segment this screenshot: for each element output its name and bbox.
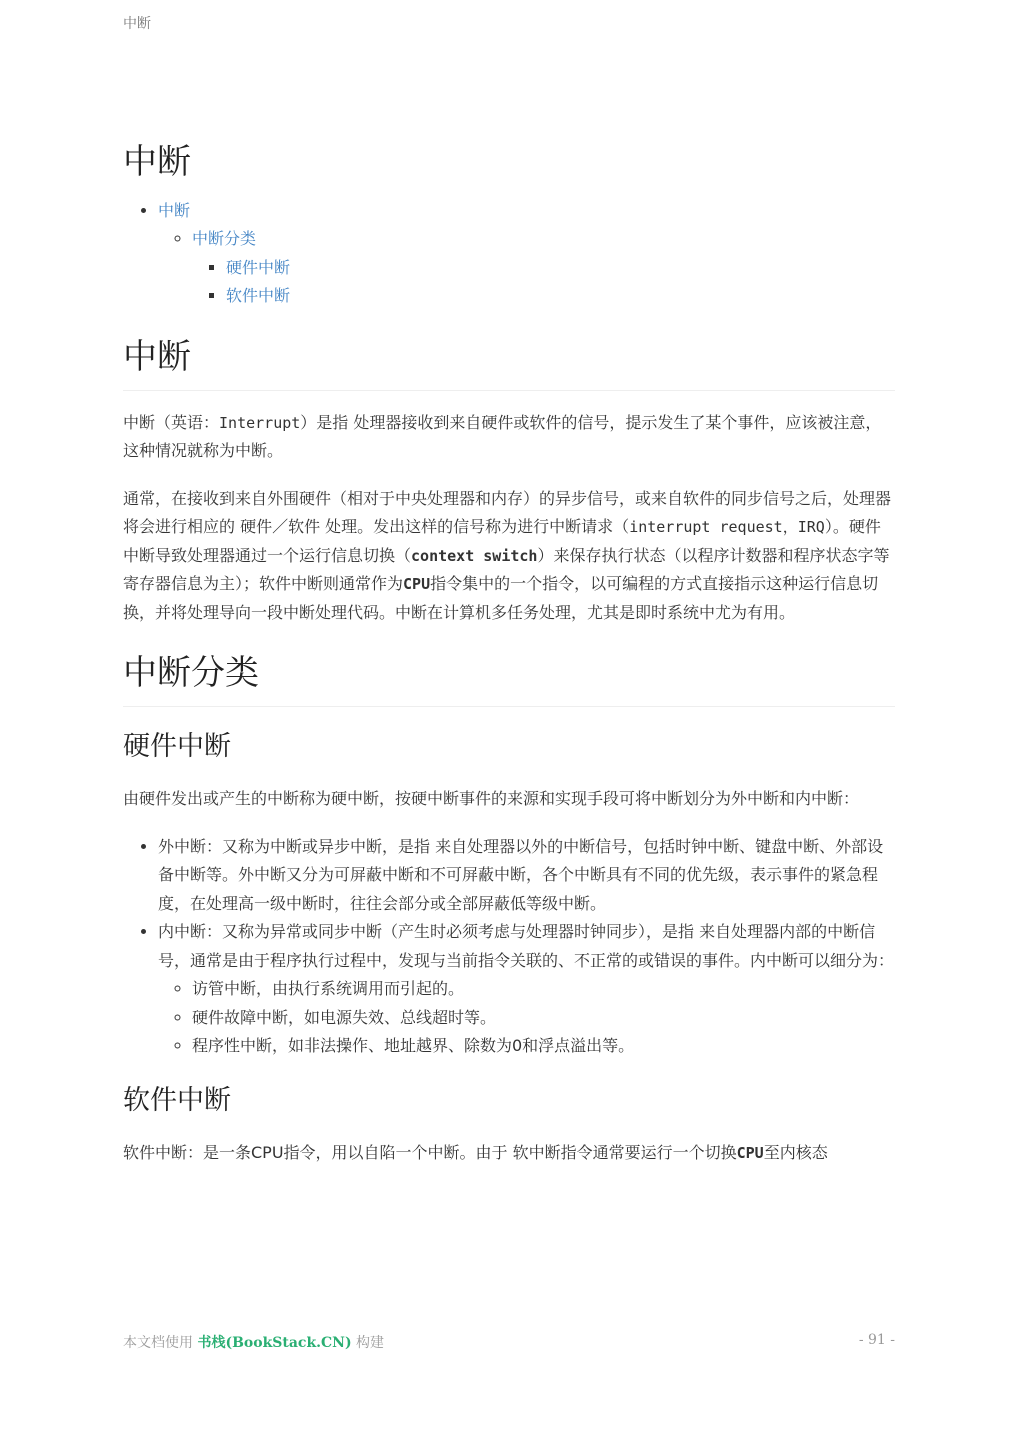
text-span: 至内核态 bbox=[763, 1143, 828, 1163]
list-item-text: 内中断：又称为异常或同步中断（产生时必须考虑与处理器时钟同步），是指 来自处理器内部的中断信号，通常是由于程序执行过程中，发现与当前指令关联的、不正常的或错误的事件。内中断可以细分为： bbox=[158, 922, 895, 970]
section-heading-classification: 中断分类 bbox=[123, 653, 895, 707]
list-item: ◦ 硬件故障中断，如电源失效、总线超时等。 bbox=[192, 1004, 895, 1033]
paragraph-hardware-intro: 由硬件发出或产生的中断称为硬中断，按硬中断事件的来源和实现手段可将中断划分为外中断和内中断： bbox=[123, 789, 860, 809]
code-span: context switch bbox=[411, 546, 538, 565]
paragraph-software bbox=[123, 1139, 895, 1168]
code-span: interrupt request，IRQ bbox=[629, 518, 825, 537]
toc-item bbox=[158, 197, 895, 311]
footer-text: 构建 bbox=[351, 1335, 385, 1351]
code-span: Interrupt bbox=[219, 413, 301, 432]
table-of-contents bbox=[123, 197, 895, 311]
subsection-heading-hardware: 硬件中断 bbox=[123, 730, 231, 762]
list-item-text: 外中断：又称为中断或异步中断，是指 来自处理器以外的中断信号，包括时钟中断、键盘中断、外部设备中断等。外中断又分为可屏蔽中断和不可屏蔽中断，各个中断具有不同的优先级，表示事件的紧急程度，在处理高一级中断时，往往会部分或全部屏蔽低等级中断。 bbox=[158, 836, 884, 913]
list-item-internal bbox=[158, 918, 895, 1061]
list-item-external bbox=[158, 833, 895, 919]
text-span: 指令集中的一个指令，以可编程的方式直接指示这种运行信息切换，并将处理导向一段中断处理代码。中断在计算机多任务处理，尤其是即时系统中尤为有用。 bbox=[123, 574, 879, 622]
toc-item bbox=[192, 225, 895, 311]
running-header: 中断 bbox=[123, 16, 151, 32]
page-number: - 91 - bbox=[858, 1332, 895, 1348]
toc-link-software[interactable]: 软件中断 bbox=[226, 286, 291, 306]
text-span: 软件中断：是一条CPU指令，用以自陷一个中断。由于 软中断指令通常要运行一个切换 bbox=[123, 1143, 737, 1163]
subsection-heading-software: 软件中断 bbox=[123, 1084, 231, 1116]
hardware-interrupt-list bbox=[123, 833, 895, 1061]
page-footer bbox=[123, 1332, 895, 1352]
bold-span: CPU bbox=[736, 1144, 764, 1163]
paragraph-description bbox=[123, 485, 895, 628]
footer-text: 本文档使用 bbox=[123, 1335, 198, 1351]
footer-brand-link[interactable]: 书栈(BookStack.CN) bbox=[197, 1335, 352, 1351]
internal-sub-list bbox=[158, 975, 895, 1061]
text-span: 中断（英语： bbox=[123, 412, 220, 432]
toc-link-classification[interactable]: 中断分类 bbox=[192, 229, 257, 249]
text-span: ）。硬件中断导致处理器通过一个运行信息切换（ bbox=[123, 517, 881, 565]
text-span: ）来保存执行状态（以程序计数器和程序状态字等寄存器信息为主）；软件中断则通常作为 bbox=[123, 545, 890, 594]
text-span: ）是指 处理器接收到来自硬件或软件的信号，提示发生了某个事件，应该被注意，这种情况就称为中断。 bbox=[123, 412, 882, 461]
section-heading-interrupt: 中断 bbox=[123, 337, 895, 391]
toc-item bbox=[226, 254, 895, 283]
toc-link-interrupt[interactable]: 中断 bbox=[158, 200, 191, 220]
bold-span: CPU bbox=[403, 575, 431, 594]
paragraph-definition bbox=[123, 409, 895, 466]
text-span: 通常，在接收到来自外围硬件（相对于中央处理器和内存）的异步信号，或来自软件的同步信号之后，处理器将会进行相应的 硬件／软件 处理。发出这样的信号称为进行中断请求（ bbox=[123, 488, 892, 537]
toc-link-hardware[interactable]: 硬件中断 bbox=[226, 257, 291, 277]
list-item: ◦ 访管中断，由执行系统调用而引起的。 bbox=[192, 975, 895, 1004]
list-item: ◦ 程序性中断，如非法操作、地址越界、除数为0和浮点溢出等。 bbox=[192, 1032, 895, 1061]
toc-item bbox=[226, 282, 895, 311]
page-title: 中断 bbox=[123, 142, 191, 182]
document-body bbox=[123, 132, 895, 1187]
